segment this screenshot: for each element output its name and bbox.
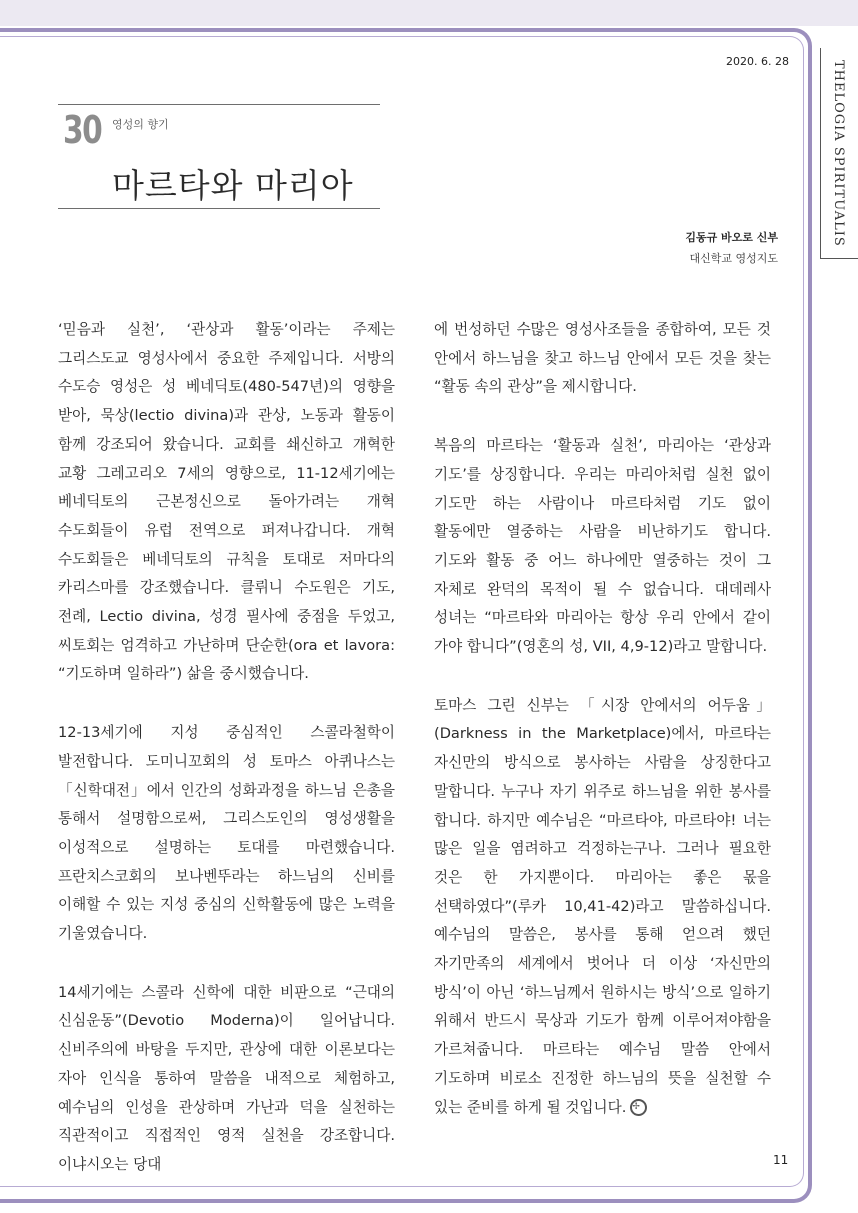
paragraph-text: 토마스 그린 신부는 「시장 안에서의 어두움」(Darkness in the Marketplace)에서, 마르타는 자신만의 방식으로 봉사하는 사람을 상징한다고 말합니다. 누구나 자기 위주로 하느님을 위한 봉사를 합니다. 하지만 예수님은 “마르타야, 마르타야! 너는 많은 일을 염려하고 걱정하는구나. 그러나 필요한 것은 한 가지뿐이다. 마리아는 좋은 몫을 선택하였다”(루카 10,41-42)라고 말씀하십니다. 예수님의 말씀은, 봉사를 통해 얻으려 했던 자기만족의 세계에서 벗어나 더 이상 ‘자신만의 방식’이 아닌 ‘하느님께서 원하시는 방식’으로 일하기 위해서 반드시 묵상과 기도가 함께 이루어져야함을 가르쳐줍니다. 마르타는 예수님 말씀 안에서 기도하며 비로소 진정한 하느님의 뜻을 실천할 수 있는 준비를 하게 될 것입니다. <box>434 696 771 1116</box>
title-rule-top <box>58 104 380 105</box>
top-strip <box>0 0 858 26</box>
side-tick <box>820 258 858 259</box>
paragraph-last <box>434 692 771 1123</box>
series-name: 영성의 향기 <box>112 118 169 131</box>
paragraph: 14세기에는 스콜라 신학에 대한 비판으로 “근대의 신심운동”(Devotio Moderna)이 일어납니다. 신비주의에 바탕을 두지만, 관상에 대한 이론보다는 자아 인식을 통하여 말씀을 내적으로 체험하고, 예수님의 인성을 관상하며 가난과 덕을 실천하는 직관적이고 직접적인 영적 실천을 강조합니다. 이냐시오는 당대 <box>58 983 395 1173</box>
author-role: 대신학교 영성지도 <box>689 252 778 265</box>
author-block <box>685 229 778 266</box>
issue-date: 2020. 6. 28 <box>726 55 789 68</box>
side-title: THELOGIA SPIRITUALIS <box>831 60 846 247</box>
page-number: 11 <box>773 1153 789 1167</box>
side-divider <box>820 48 821 258</box>
paragraph: 복음의 마르타는 ‘활동과 실천’, 마리아는 ‘관상과 기도’를 상징합니다. 우리는 마리아처럼 실천 없이 기도만 하는 사람이나 마르타처럼 기도 없이 활동에만 열중하는 사람을 비난하기도 합니다. 기도와 활동 중 어느 하나에만 열중하는 것이 그 자체로 완덕의 목적이 될 수 없습니다. 대데레사 성녀는 “마르타와 마리아는 항상 우리 안에서 같이 가야 합니다”(영혼의 성, VII, 4,9-12)라고 말합니다. <box>434 437 771 656</box>
paragraph: ‘믿음과 실천’, ‘관상과 활동’이라는 주제는 그리스도교 영성사에서 중요한 주제입니다. 서방의 수도승 영성은 성 베네딕토(480-547년)의 영향을 받아, 묵상(lectio divina)과 관상, 노동과 활동이 함께 강조되어 왔습니다. 교회를 쇄신하고 개혁한 교황 그레고리오 7세의 영향으로, 11-12세기에는 베네딕토의 근본정신으로 돌아가려는 개혁 수도회들이 유럽 전역으로 퍼져나갑니다. 개혁 수도회들은 베네딕토의 규칙을 토대로 저마다의 카리스마를 강조했습니다. 클뤼니 수도원은 기도, 전례, Lectio divina, 성경 필사에 중점을 두었고, 씨토회는 엄격하고 가난하며 단순한(ora et lavora: “기도하며 일하라”) 삶을 중시했습니다. <box>58 321 395 683</box>
title-rule-bottom <box>58 208 380 209</box>
left-column <box>58 316 395 1210</box>
series-number: 30 <box>63 108 102 152</box>
paragraph: 12-13세기에 지성 중심적인 스콜라철학이 발전합니다. 도미니꼬회의 성 토마스 아퀴나스는 「신학대전」에서 인간의 성화과정을 하느님 은총을 통해서 설명함으로써, 그리스도인의 영성생활을 이성적으로 설명하는 토대를 마련했습니다. 프란치스코회의 보나벤뚜라는 하느님의 신비를 이해할 수 있는 지성 중심의 신학활동에 많은 노력을 기울였습니다. <box>58 724 395 943</box>
author-name: 김동규 바오로 신부 <box>685 231 778 244</box>
paragraph: 에 번성하던 수많은 영성사조들을 종합하여, 모든 것 안에서 하느님을 찾고 하느님 안에서 모든 것을 찾는 “활동 속의 관상”을 제시합니다. <box>434 321 771 396</box>
right-column <box>434 316 771 1152</box>
article-title: 마르타와 마리아 <box>112 166 354 205</box>
end-mark-icon: ✢ <box>630 1099 647 1116</box>
